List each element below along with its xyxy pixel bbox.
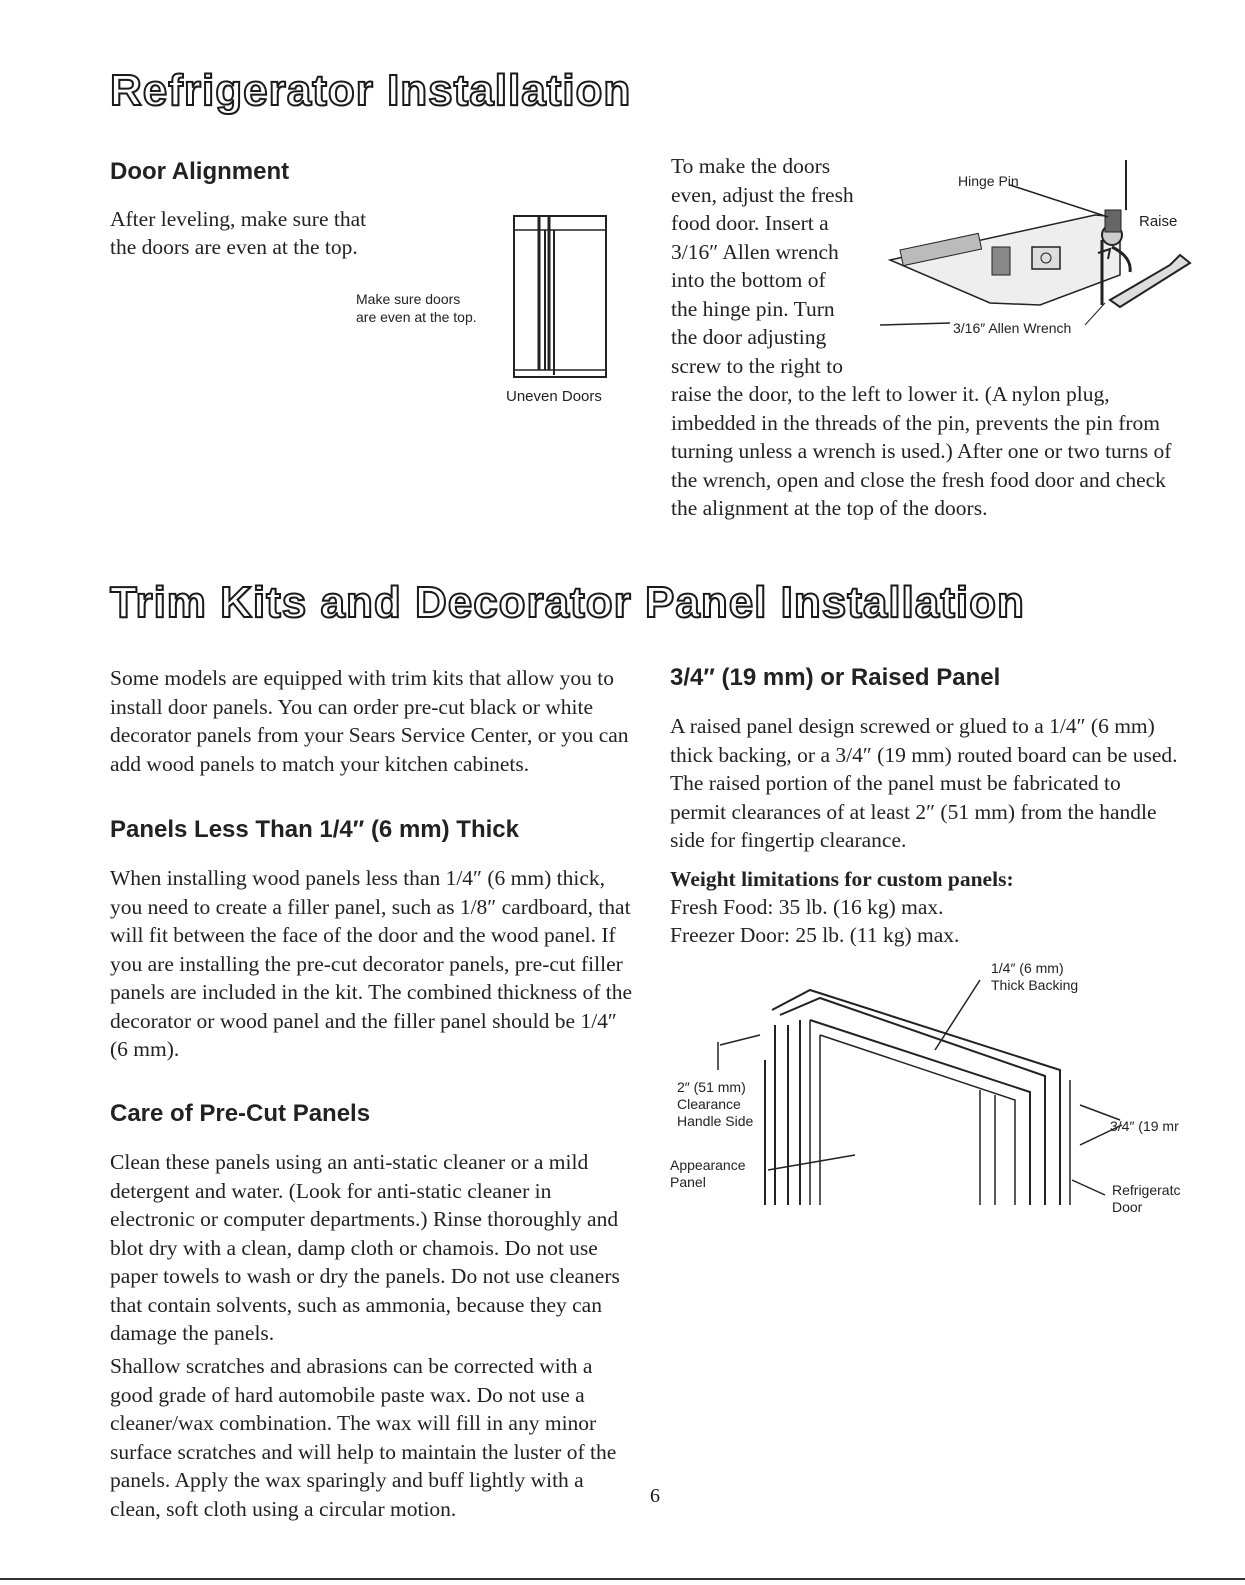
fig-wrench-label: 3/16″ Allen Wrench <box>953 320 1072 336</box>
door-alignment-heading: Door Alignment <box>110 158 290 185</box>
adjust-line: the door adjusting <box>671 325 827 349</box>
fig-clearance-line3: Handle Side <box>677 1113 754 1129</box>
weight-heading: Weight limitations for custom panels: <box>670 867 1014 891</box>
fig-appearance-line1: Appearance <box>670 1157 746 1173</box>
fig-door-line2: Door <box>1112 1199 1143 1215</box>
trim-kits-intro: Some models are equipped with trim kits that allow you to install door panels. You can order pre-cut black or white decorator panels from your Sears Service Center, or you can add wood panels to match your kitchen cabinets. <box>110 666 629 776</box>
thin-panels-heading: Panels Less Than 1/4″ (6 mm) Thick <box>110 816 519 843</box>
uneven-doors-figure <box>505 210 615 385</box>
fig-hinge-pin-label: Hinge Pin <box>958 173 1019 189</box>
hinge-figure <box>880 155 1210 345</box>
bottom-rule <box>0 1578 1245 1580</box>
door-alignment-intro-line2: the doors are even at the top. <box>110 235 358 259</box>
thin-panels-text: When installing wood panels less than 1/4″ (6 mm) thick, you need to create a filler panel, such as 1/8″ cardboard, that will fit between the face of the door and the wood panel. If you are installing the pre-cut decorator panels, pre-cut filler panels are included in the kit. The combined thickness of the decorator or wood panel and the filler panel should be 1/4″ (6 mm). <box>110 866 633 1061</box>
adjust-line: 3/16″ Allen wrench <box>671 239 839 264</box>
fig-backing-line1: 1/4″ (6 mm) <box>991 960 1064 976</box>
care-heading: Care of Pre-Cut Panels <box>110 1100 371 1127</box>
page-title: Refrigerator Installation <box>110 66 632 115</box>
door-alignment-intro-line1: After leveling, make sure that <box>110 207 367 231</box>
adjust-text-block <box>671 152 891 380</box>
page-number: 6 <box>650 1485 660 1507</box>
care-para1: Clean these panels using an anti-static cleaner or a mild detergent and water. (Look for anti-static cleaner in electronic or computer departments.) Rinse thoroughly and blot dry with a clean, damp cloth or chamois. Do not use paper towels to wash or dry the panels. Do not use cleaners that contain solvents, such as ammonia, because they can damage the panels. <box>110 1150 620 1345</box>
fig-raise-label: Raise <box>1139 213 1178 230</box>
fig-clearance-line1: 2″ (51 mm) <box>677 1079 746 1095</box>
adjust-line: food door. Insert a <box>671 211 829 235</box>
trim-kits-title: Trim Kits and Decorator Panel Installation <box>110 578 1025 627</box>
adjust-line: into the bottom of <box>671 268 826 292</box>
fig-clearance-line2: Clearance <box>677 1096 741 1112</box>
raised-panel-heading: 3/4″ (19 mm) or Raised Panel <box>670 664 1001 691</box>
care-para2: Shallow scratches and abrasions can be corrected with a good grade of hard automobile paste wax. Do not use a cleaner/wax combination. The wax will fill in any minor surface scratches and will help to maintain the luster of the panels. Apply the wax sparingly and buff lightly with a clean, soft cloth using a circular motion. <box>110 1354 617 1521</box>
fig-door-line1: Refrigeratc <box>1112 1182 1181 1198</box>
adjust-line: the hinge pin. Turn <box>671 296 835 321</box>
fig-appearance-line2: Panel <box>670 1174 706 1190</box>
raised-panel-text: A raised panel design screwed or glued to a 1/4″ (6 mm) thick backing, or a 3/4″ (19 mm) routed board can be used. The raised portion of the panel must be fabricated to permit clearances of at least 2″ (51 mm) from the handle side for fingertip clearance. <box>670 714 1178 852</box>
weight-freezer: Freezer Door: 25 lb. (11 kg) max. <box>670 923 960 947</box>
fig-note-line2: are even at the top. <box>356 309 477 325</box>
adjust-continuation: raise the door, to the left to lower it. (A nylon plug, imbedded in the threads of the pin, prevents the pin from turning unless a wrench is used.) After one or two turns of the wrench, open and close the fresh food door and check the alignment at the top of the doors. <box>671 382 1172 520</box>
uneven-doors-caption: Uneven Doors <box>506 388 602 405</box>
fig-note-line1: Make sure doors <box>356 291 461 307</box>
adjust-line: even, adjust the fresh <box>671 182 854 207</box>
fig-thickness-label: 3/4″ (19 mr <box>1110 1118 1179 1134</box>
adjust-line: screw to the right to <box>671 353 843 378</box>
weight-fresh: Fresh Food: 35 lb. (16 kg) max. <box>670 895 944 919</box>
adjust-line: To make the doors <box>671 154 831 178</box>
fig-backing-line2: Thick Backing <box>991 977 1079 993</box>
